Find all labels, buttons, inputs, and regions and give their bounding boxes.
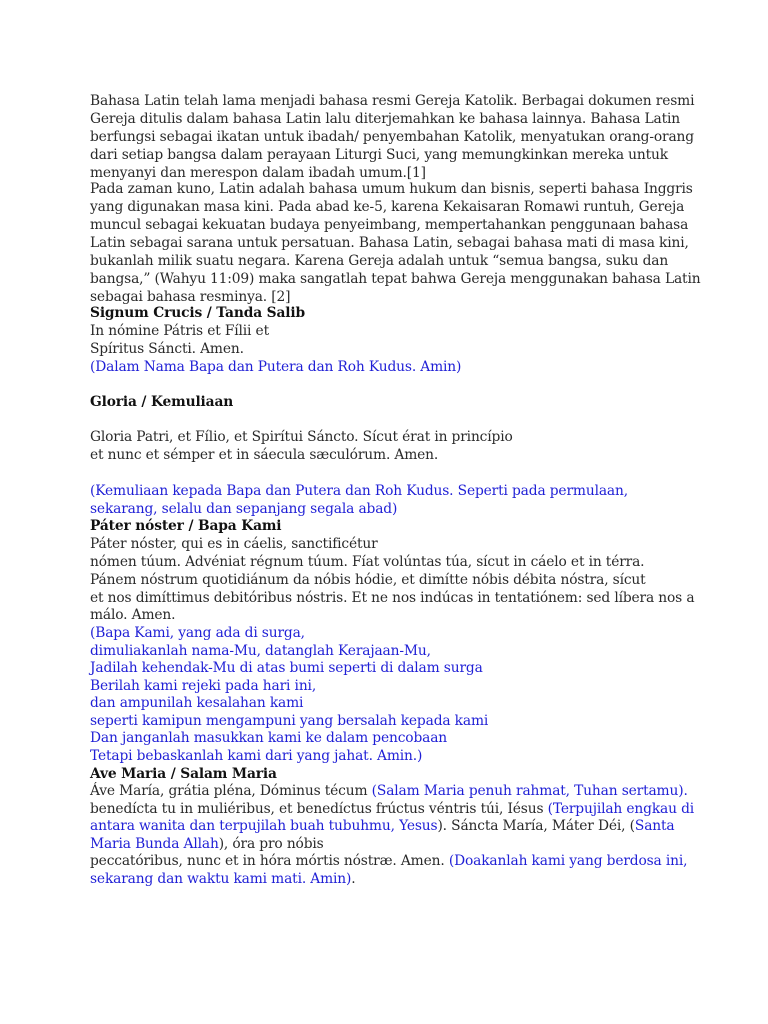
ave-translation-segment: Maria Bunda Allah: [90, 836, 219, 852]
pater-translation-line: seperti kamipun mengampuni yang bersalah kepada kami: [90, 713, 489, 729]
ave-translation-segment: sekarang dan waktu kami mati. Amin): [90, 871, 352, 887]
ave-translation-segment: antara wanita dan terpujilah buah tubuhmu, Yesus: [90, 818, 438, 834]
pater-translation-line: Tetapi bebaskanlah kami dari yang jahat. Amin.): [90, 748, 423, 764]
ave-translation-segment: (Terpujilah engkau di: [547, 801, 695, 817]
ave-heading: Ave Maria / Salam Maria: [90, 766, 277, 782]
signum-latin-line: Spíritus Sáncti. Amen.: [90, 341, 244, 357]
intro-p2-line: Latin sebagai sarana untuk persatuan. Bahasa Latin, sebagai bahasa mati di masa kini,: [90, 235, 689, 251]
pater-translation-line: Dan janganlah masukkan kami ke dalam pencobaan: [90, 730, 448, 746]
ave-translation-segment: (Doakanlah kami yang berdosa ini,: [448, 853, 688, 869]
ave-latin-segment: peccatóribus, nunc et in hóra mórtis nóstræ. Amen.: [90, 853, 449, 869]
signum-translation-line: (Dalam Nama Bapa dan Putera dan Roh Kudus. Amin): [90, 359, 462, 375]
intro-p2-line: yang digunakan masa kini. Pada abad ke-5, karena Kekaisaran Romawi runtuh, Gereja: [90, 199, 685, 215]
gloria-translation-line: sekarang, selalu dan sepanjang segala abad): [90, 501, 398, 517]
pater-latin-line: Páter nóster, qui es in cáelis, sanctificétur: [90, 536, 378, 552]
pater-translation-line: Jadilah kehendak-Mu di atas bumi seperti di dalam surga: [90, 660, 483, 676]
ave-line: [90, 870, 356, 888]
intro-p1-line: Bahasa Latin telah lama menjadi bahasa resmi Gereja Katolik. Berbagai dokumen resmi: [90, 93, 695, 109]
pater-translation-line: dimuliakanlah nama-Mu, datanglah Kerajaan-Mu,: [90, 643, 431, 659]
pater-latin-line: Pánem nóstrum quotidiánum da nóbis hódie, et dimítte nóbis débita nóstra, sícut: [90, 572, 646, 588]
pater-translation-line: (Bapa Kami, yang ada di surga,: [90, 625, 305, 641]
intro-p1-line: dari setiap bangsa dalam perayaan Liturgi Suci, yang memungkinkan mereka untuk: [90, 147, 668, 163]
pater-heading: Páter nóster / Bapa Kami: [90, 518, 282, 534]
pater-latin-line: nómen túum. Advéniat régnum túum. Fíat volúntas túa, sícut in cáelo et in térra.: [90, 554, 645, 570]
ave-latin-segment: .: [351, 871, 356, 887]
intro-p2-line: muncul sebagai kekuatan budaya penyeimbang, mempertahankan penggunaan bahasa: [90, 217, 689, 233]
ave-latin-segment: ), óra pro nóbis: [218, 836, 324, 852]
pater-latin-line: málo. Amen.: [90, 607, 176, 623]
intro-p2-line: bangsa,” (Wahyu 11:09) maka sangatlah tepat bahwa Gereja menggunakan bahasa Latin: [90, 271, 701, 287]
signum-heading: Signum Crucis / Tanda Salib: [90, 305, 305, 321]
intro-p2-line: bukanlah milik suatu negara. Karena Gereja adalah untuk “semua bangsa, suku dan: [90, 253, 669, 269]
signum-latin-line: In nómine Pátris et Fílii et: [90, 323, 269, 339]
gloria-translation-line: (Kemuliaan kepada Bapa dan Putera dan Roh Kudus. Seperti pada permulaan,: [90, 483, 628, 499]
ave-line: [90, 800, 694, 818]
gloria-latin-line: Gloria Patri, et Fílio, et Spirítui Sáncto. Sícut érat in princípio: [90, 429, 513, 445]
intro-p1-line: Gereja ditulis dalam bahasa Latin lalu diterjemahkan ke bahasa lainnya. Bahasa Latin: [90, 111, 680, 127]
ave-latin-segment: Áve María, grátia pléna, Dóminus técum: [90, 783, 372, 799]
gloria-heading: Gloria / Kemuliaan: [90, 394, 234, 410]
pater-latin-line: et nos dimíttimus debitóribus nóstris. Et ne nos indúcas in tentatiónem: sed líbera nos a: [90, 590, 695, 606]
ave-translation-segment: (Salam Maria penuh rahmat, Tuhan sertamu).: [371, 783, 688, 799]
ave-latin-segment: ). Sáncta María, Máter Déi, (: [437, 818, 635, 834]
pater-translation-line: Berilah kami rejeki pada hari ini,: [90, 678, 317, 694]
ave-line: [90, 782, 688, 800]
ave-line: [90, 852, 687, 870]
intro-p2-line: Pada zaman kuno, Latin adalah bahasa umum hukum dan bisnis, seperti bahasa Inggris: [90, 181, 693, 197]
intro-p2-line: sebagai bahasa resminya. [2]: [90, 289, 291, 305]
ave-line: [90, 817, 674, 835]
ave-line: [90, 835, 324, 853]
pater-translation-line: dan ampunilah kesalahan kami: [90, 695, 304, 711]
gloria-latin-line: et nunc et sémper et in sáecula sæculórum. Amen.: [90, 447, 439, 463]
intro-p1-line: berfungsi sebagai ikatan untuk ibadah/ penyembahan Katolik, menyatukan orang-orang: [90, 129, 694, 145]
intro-p1-line: menyanyi dan merespon dalam ibadah umum.[1]: [90, 165, 426, 181]
ave-latin-segment: benedícta tu in muliéribus, et benedíctus frúctus véntris túi, Iésus: [90, 801, 548, 817]
ave-translation-segment: Santa: [634, 818, 675, 834]
